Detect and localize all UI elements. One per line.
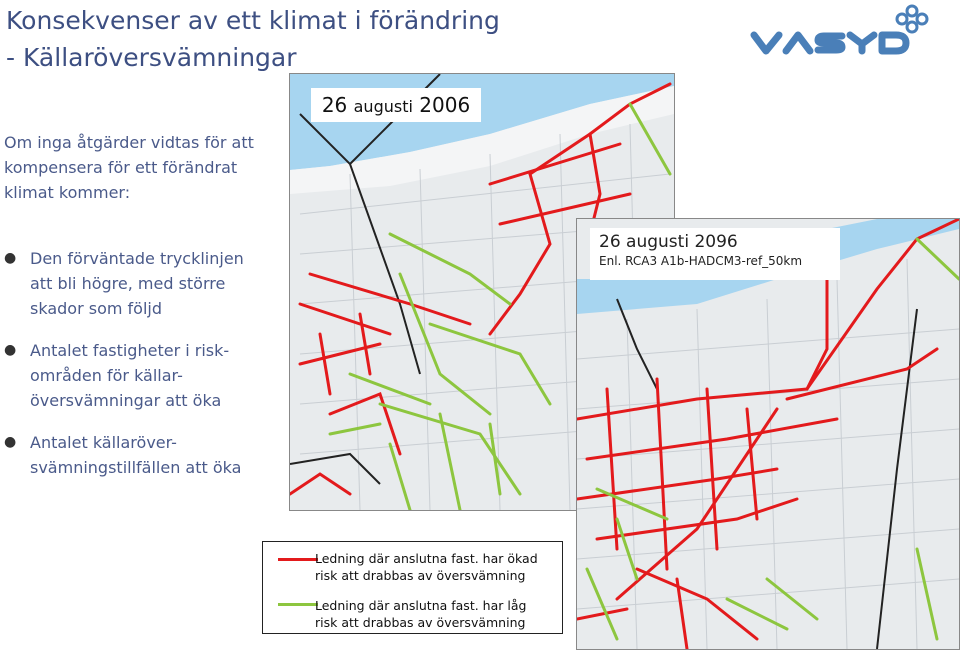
vasyd-logo-icon	[748, 2, 958, 60]
map-legend	[262, 541, 563, 634]
map-2006-day: 26	[321, 93, 348, 117]
map-2006-year: 2006	[419, 93, 471, 117]
bullet-item	[4, 430, 294, 480]
map-2096-subtitle: Enl. RCA3 A1b-HADCM3-ref_50km	[599, 254, 803, 268]
legend-high-risk-line-2: risk att drabbas av översvämning	[315, 568, 526, 583]
bullet-list	[4, 246, 294, 497]
title-line-1: Konsekvenser av ett klimat i förändring	[6, 6, 500, 35]
map-2006-date-label	[311, 88, 481, 122]
intro-line: kompensera för ett förändrat	[4, 158, 238, 177]
intro-line: klimat kommer:	[4, 183, 131, 202]
intro-text	[4, 130, 284, 205]
bullet-line: svämningstillfällen att öka	[30, 458, 242, 477]
vasyd-logo	[748, 2, 958, 60]
bullet-dot-icon: ●	[4, 250, 17, 266]
map-2096	[576, 218, 960, 650]
title-line-2: - Källaröversvämningar	[6, 43, 297, 72]
bullet-line: att bli högre, med större	[30, 274, 226, 293]
bullet-dot-icon: ●	[4, 342, 17, 358]
bullet-line: skador som följd	[30, 299, 162, 318]
map-2096-drawing	[577, 219, 959, 649]
bullet-line: områden för källar-	[30, 366, 183, 385]
legend-low-risk-line-1: Ledning där anslutna fast. har låg	[315, 598, 527, 613]
map-2096-date: 26 augusti 2096	[599, 232, 738, 252]
bullet-dot-icon: ●	[4, 434, 17, 450]
bullet-item	[4, 338, 294, 413]
logo-text: VASYD	[748, 2, 752, 3]
legend-high-risk-line-1: Ledning där anslutna fast. har ökad	[315, 551, 538, 566]
map-2006-month: augusti	[353, 97, 413, 116]
bullet-line: översvämningar att öka	[30, 391, 222, 410]
legend-low-risk-line-2: risk att drabbas av översvämning	[315, 615, 526, 630]
page-title	[6, 2, 526, 76]
map-2096-label	[590, 228, 840, 280]
intro-line: Om inga åtgärder vidtas för att	[4, 133, 254, 152]
bullet-line: Antalet fastigheter i risk-	[30, 341, 230, 360]
bullet-line: Antalet källaröver-	[30, 433, 177, 452]
bullet-item	[4, 246, 294, 321]
high-risk-swatch-icon	[278, 558, 318, 561]
low-risk-swatch-icon	[278, 603, 318, 606]
bullet-line: Den förväntade trycklinjen	[30, 249, 244, 268]
